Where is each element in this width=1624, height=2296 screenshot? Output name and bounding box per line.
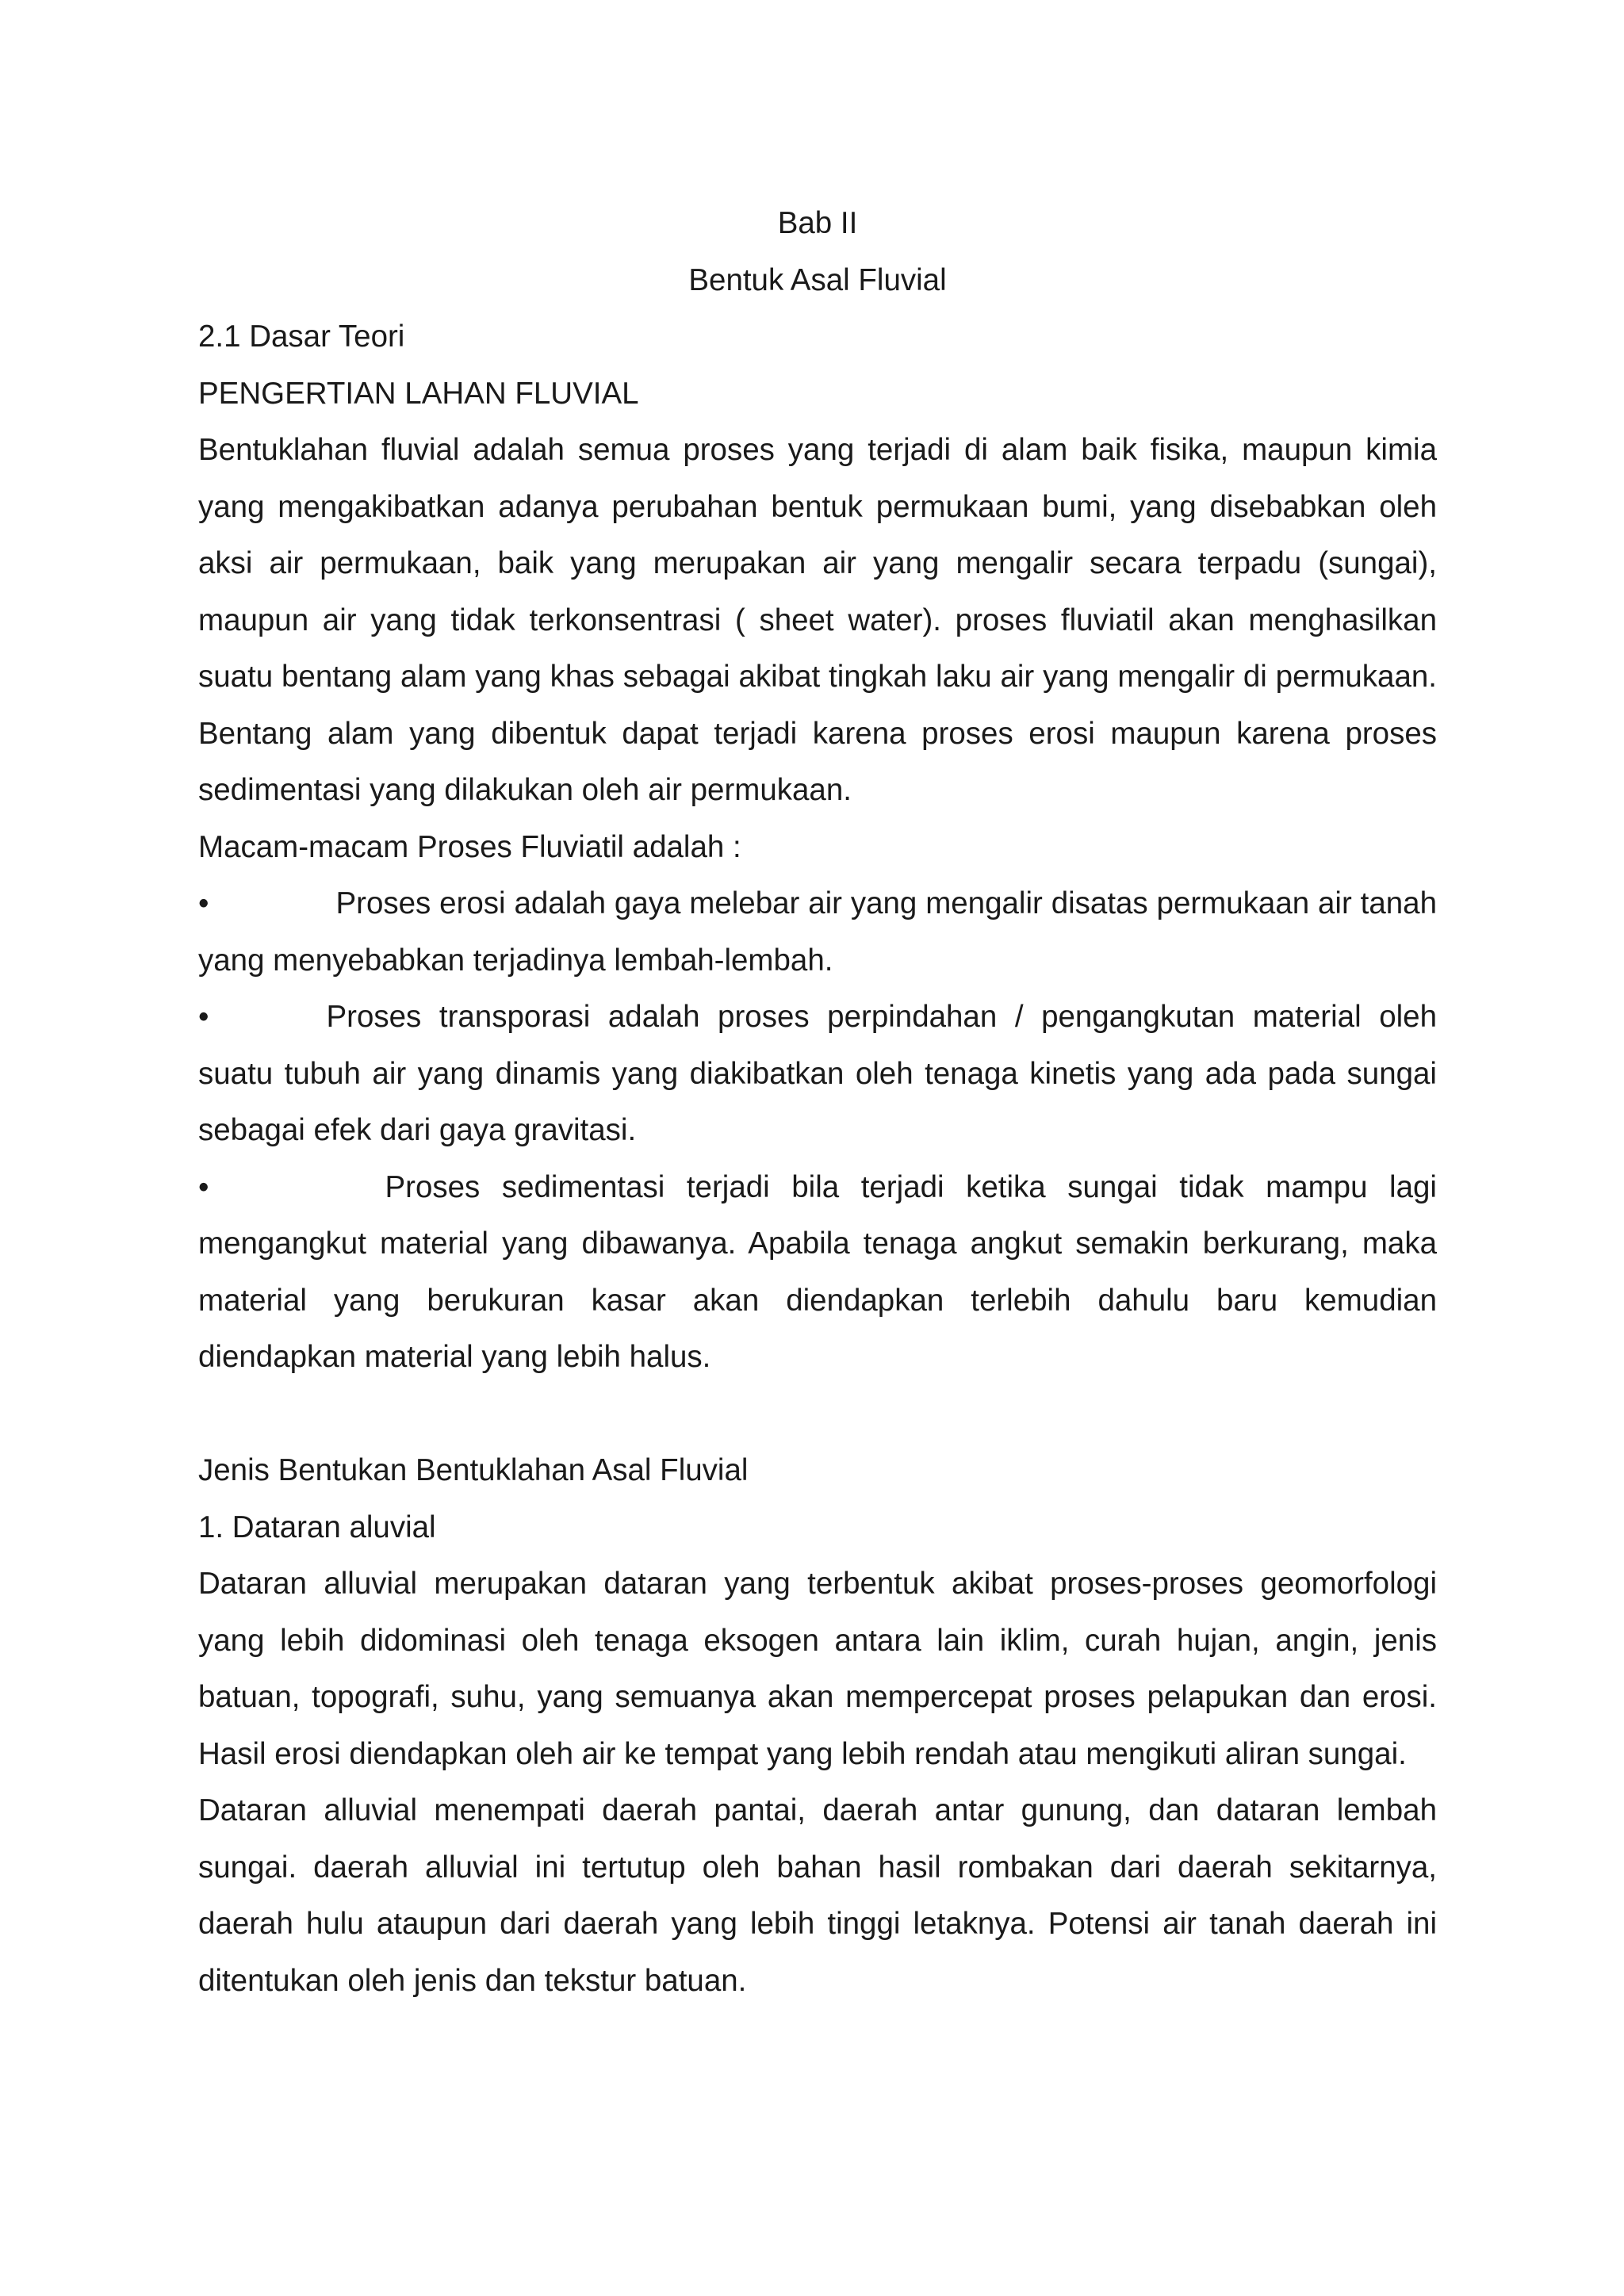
document-page [198,195,1437,2009]
definition-paragraph: Bentuklahan fluvial adalah semua proses yang terjadi di alam baik fisika, maupun kimia yang mengakibatkan adanya perubahan bentuk permukaan bumi, yang disebabkan oleh aksi air permukaan, baik yang merupakan air yang mengalir secara terpadu (sungai), maupun air yang tidak terkonsentrasi ( sheet water). proses fluviatil akan menghasilkan suatu bentang alam yang khas sebagai akibat tingkah laku air yang mengalir di permukaan. Bentang alam yang dibentuk dapat terjadi karena proses erosi maupun karena proses sedimentasi yang dilakukan oleh air permukaan. [198,433,1437,807]
section-subtitle: PENGERTIAN LAHAN FLUVIAL [198,376,639,411]
types-heading: Jenis Bentukan Bentuklahan Asal Fluvial [198,1453,749,1487]
bullet-text: Proses sedimentasi terjadi bila terjadi ketika sungai tidak mampu lagi mengangkut material yang dibawanya. Apabila tenaga angkut semakin berkurang, maka material yang berukuran kasar akan diendapkan terlebih dahulu baru kemudian diendapkan material yang lebih halus. [198,1169,1437,1374]
bullet-marker: • [198,1000,209,1034]
chapter-title: Bentuk Asal Fluvial [688,262,947,297]
section-heading: 2.1 Dasar Teori [198,320,405,354]
item-heading-dataran-aluvial: 1. Dataran aluvial [198,1510,436,1544]
bullet-item-transport [198,989,1437,1159]
bullet-text: Proses erosi adalah gaya melebar air yang mengalir disatas permukaan air tanah yang menyebabkan terjadinya lembah-lembah. [198,886,1437,978]
bullet-text: Proses transporasi adalah proses perpindahan / pengangkutan material oleh suatu tubuh air yang dinamis yang diakibatkan oleh tenaga kinetis yang ada pada sungai sebagai efek dari gaya gravitasi. [198,1000,1437,1147]
dataran-aluvial-paragraph-1: Dataran alluvial merupakan dataran yang terbentuk akibat proses-proses geomorfologi yang lebih didominasi oleh tenaga eksogen antara lain iklim, curah hujan, angin, jenis batuan, topografi, suhu, yang semuanya akan mempercepat proses pelapukan dan erosi. Hasil erosi diendapkan oleh air ke tempat yang lebih rendah atau mengikuti aliran sungai. [198,1567,1437,1771]
chapter-label: Bab II [777,206,858,240]
bullet-marker: • [198,1169,209,1204]
bullet-item-sedimentation [198,1159,1437,1386]
dataran-aluvial-paragraph-2: Dataran alluvial menempati daerah pantai, daerah antar gunung, dan dataran lembah sungai. daerah alluvial ini tertutup oleh bahan hasil rombakan dari daerah sekitarnya, daerah hulu ataupun dari daerah yang lebih tinggi letaknya. Potensi air tanah daerah ini ditentukan oleh jenis dan tekstur batuan. [198,1793,1437,1998]
blank-line [198,1386,1437,1443]
list-intro: Macam-macam Proses Fluviatil adalah : [198,829,741,864]
bullet-marker: • [198,886,209,920]
bullet-item-erosion [198,875,1437,989]
